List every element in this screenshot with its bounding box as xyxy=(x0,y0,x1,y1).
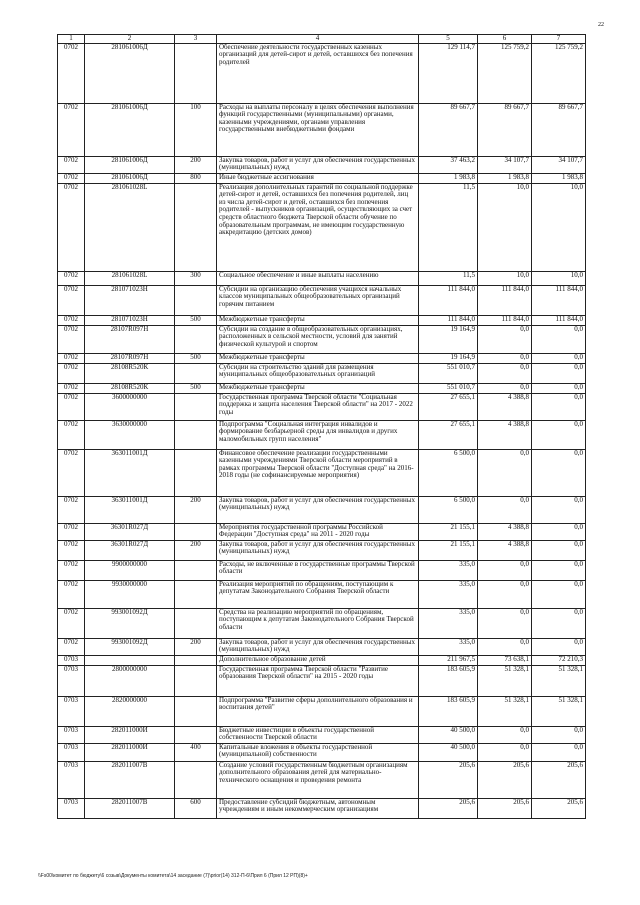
amount-year2-cell: 89 667,7 xyxy=(478,103,532,156)
amount-year2-cell: 111 844,0 xyxy=(478,315,532,325)
description-cell: Предоставление субсидий бюджетным, автономным учреждениям и иным некоммерческим организациям xyxy=(217,798,419,818)
amount-year3-cell: 0,0 xyxy=(532,560,586,580)
kfsr-code-cell: 0702 xyxy=(58,353,85,363)
amount-year3-cell: 10,0 xyxy=(532,183,586,271)
target-article-cell: 281061006Д xyxy=(85,156,175,173)
table-row xyxy=(58,540,586,560)
amount-year2-cell: 4 388,8 xyxy=(478,523,532,540)
expense-type-cell xyxy=(175,761,217,798)
description-cell: Дополнительное образование детей xyxy=(217,655,419,665)
kfsr-code-cell: 0702 xyxy=(58,325,85,353)
description-cell: Закупка товаров, работ и услуг для обеспечения государственных (муниципальных) нужд xyxy=(217,540,419,560)
target-article-cell: 2800000000 xyxy=(85,665,175,696)
table-row xyxy=(58,420,586,449)
kfsr-code-cell: 0702 xyxy=(58,540,85,560)
target-article-cell: 28107R097Н xyxy=(85,353,175,363)
amount-year1-cell: 111 844,0 xyxy=(419,315,478,325)
expense-type-cell xyxy=(175,325,217,353)
amount-year1-cell: 183 605,9 xyxy=(419,665,478,696)
description-cell: Субсидии на создание в общеобразовательных организациях, расположенных в сельской местности, условий для занятий физической культурой и спортом xyxy=(217,325,419,353)
amount-year3-cell: 111 844,0 xyxy=(532,285,586,315)
table-row xyxy=(58,726,586,743)
kfsr-code-cell: 0702 xyxy=(58,363,85,383)
amount-year1-cell: 11,5 xyxy=(419,271,478,285)
table-row xyxy=(58,353,586,363)
table-row xyxy=(58,393,586,420)
amount-year1-cell: 37 463,2 xyxy=(419,156,478,173)
table-row xyxy=(58,761,586,798)
amount-year1-cell: 111 844,0 xyxy=(419,285,478,315)
page-number: 22 xyxy=(598,22,604,28)
amount-year1-cell: 211 967,5 xyxy=(419,655,478,665)
expense-type-cell: 100 xyxy=(175,103,217,156)
amount-year1-cell: 335,0 xyxy=(419,608,478,638)
amount-year3-cell: 205,6 xyxy=(532,798,586,818)
budget-table-body xyxy=(58,35,586,819)
amount-year2-cell: 0,0 xyxy=(478,363,532,383)
amount-year1-cell: 6 500,0 xyxy=(419,496,478,523)
expense-type-cell xyxy=(175,449,217,496)
expense-type-cell xyxy=(175,393,217,420)
description-cell: Мероприятия государственной программы Российской Федерации "Доступная среда" на 2011 - 2020 годы xyxy=(217,523,419,540)
description-cell: Создание условий государственным бюджетным организациям дополнительного образования детей для материально-технического оснащения и проведения ремонта xyxy=(217,761,419,798)
target-article-cell: 282011007В xyxy=(85,798,175,818)
target-article-cell: 9930000000 xyxy=(85,580,175,608)
amount-year2-cell: 0,0 xyxy=(478,496,532,523)
amount-year2-cell: 0,0 xyxy=(478,638,532,655)
kfsr-code-cell: 0703 xyxy=(58,798,85,818)
amount-year2-cell: 205,6 xyxy=(478,761,532,798)
kfsr-code-cell: 0702 xyxy=(58,43,85,103)
amount-year3-cell: 125 759,2 xyxy=(532,43,586,103)
expense-type-cell: 200 xyxy=(175,496,217,523)
expense-type-cell: 200 xyxy=(175,156,217,173)
table-row xyxy=(58,156,586,173)
description-cell: Расходы на выплаты персоналу в целях обеспечения выполнения функций государственными (муниципальными) органами, казенными учреждениями, органами управления государственными внебюджетными фондами xyxy=(217,103,419,156)
amount-year3-cell: 0,0 xyxy=(532,523,586,540)
target-article-cell: 281061006Д xyxy=(85,173,175,183)
kfsr-code-cell: 0702 xyxy=(58,393,85,420)
table-row xyxy=(58,580,586,608)
target-article-cell: 9900000000 xyxy=(85,560,175,580)
expense-type-cell xyxy=(175,608,217,638)
amount-year2-cell: 4 388,8 xyxy=(478,393,532,420)
description-cell: Средства на реализацию мероприятий по обращениям, поступающим к депутатам Законодательного Собрания Тверской области xyxy=(217,608,419,638)
kfsr-code-cell: 0702 xyxy=(58,183,85,271)
kfsr-code-cell: 0703 xyxy=(58,743,85,761)
target-article-cell: 36301R027Д xyxy=(85,523,175,540)
amount-year2-cell: 10,0 xyxy=(478,271,532,285)
expense-type-cell: 200 xyxy=(175,638,217,655)
amount-year3-cell: 0,0 xyxy=(532,638,586,655)
expense-type-cell xyxy=(175,726,217,743)
header-cell: 2 xyxy=(85,35,175,44)
table-header-row xyxy=(58,35,586,44)
amount-year1-cell: 205,6 xyxy=(419,798,478,818)
target-article-cell: 3630000000 xyxy=(85,420,175,449)
table-row xyxy=(58,798,586,818)
table-row xyxy=(58,325,586,353)
amount-year3-cell: 0,0 xyxy=(532,393,586,420)
amount-year2-cell: 1 983,8 xyxy=(478,173,532,183)
description-cell: Субсидии на организацию обеспечения учащихся начальных классов муниципальных общеобразовательных организаций горячим питанием xyxy=(217,285,419,315)
amount-year2-cell: 0,0 xyxy=(478,608,532,638)
table-row xyxy=(58,383,586,393)
kfsr-code-cell: 0702 xyxy=(58,420,85,449)
amount-year3-cell: 72 210,3 xyxy=(532,655,586,665)
expense-type-cell xyxy=(175,655,217,665)
target-article-cell: 993001092Д xyxy=(85,608,175,638)
amount-year2-cell: 0,0 xyxy=(478,580,532,608)
table-row xyxy=(58,103,586,156)
table-row xyxy=(58,560,586,580)
budget-table xyxy=(57,34,586,819)
expense-type-cell: 600 xyxy=(175,798,217,818)
amount-year3-cell: 51 328,1 xyxy=(532,696,586,726)
kfsr-code-cell: 0702 xyxy=(58,156,85,173)
target-article-cell: 281071023Н xyxy=(85,315,175,325)
amount-year2-cell: 0,0 xyxy=(478,726,532,743)
table-row xyxy=(58,608,586,638)
table-row xyxy=(58,665,586,696)
kfsr-code-cell: 0702 xyxy=(58,638,85,655)
target-article-cell: 28108R520К xyxy=(85,363,175,383)
header-cell: 3 xyxy=(175,35,217,44)
amount-year2-cell: 0,0 xyxy=(478,560,532,580)
amount-year3-cell: 0,0 xyxy=(532,580,586,608)
amount-year2-cell: 4 388,8 xyxy=(478,420,532,449)
amount-year3-cell: 0,0 xyxy=(532,726,586,743)
kfsr-code-cell: 0702 xyxy=(58,496,85,523)
expense-type-cell: 200 xyxy=(175,540,217,560)
amount-year1-cell: 1 983,8 xyxy=(419,173,478,183)
amount-year2-cell: 0,0 xyxy=(478,449,532,496)
amount-year2-cell: 51 328,1 xyxy=(478,696,532,726)
expense-type-cell xyxy=(175,363,217,383)
amount-year1-cell: 129 114,7 xyxy=(419,43,478,103)
expense-type-cell xyxy=(175,285,217,315)
expense-type-cell xyxy=(175,183,217,271)
description-cell: Реализация мероприятий по обращениям, поступающим к депутатам Законодательного Собрания Тверской области xyxy=(217,580,419,608)
header-cell: 5 xyxy=(419,35,478,44)
table-row xyxy=(58,638,586,655)
amount-year1-cell: 21 155,1 xyxy=(419,540,478,560)
target-article-cell: 282011000И xyxy=(85,726,175,743)
amount-year2-cell: 0,0 xyxy=(478,743,532,761)
kfsr-code-cell: 0702 xyxy=(58,449,85,496)
description-cell: Обеспечение деятельности государственных казенных организаций для детей-сирот и детей, оставшихся без попечения родителей xyxy=(217,43,419,103)
expense-type-cell: 400 xyxy=(175,743,217,761)
description-cell: Иные бюджетные ассигнования xyxy=(217,173,419,183)
amount-year3-cell: 51 328,1 xyxy=(532,665,586,696)
expense-type-cell xyxy=(175,523,217,540)
kfsr-code-cell: 0702 xyxy=(58,523,85,540)
target-article-cell: 281061028L xyxy=(85,183,175,271)
amount-year3-cell: 0,0 xyxy=(532,608,586,638)
amount-year3-cell: 89 667,7 xyxy=(532,103,586,156)
expense-type-cell xyxy=(175,560,217,580)
table-row xyxy=(58,285,586,315)
target-article-cell: 281071023Н xyxy=(85,285,175,315)
amount-year2-cell: 4 388,8 xyxy=(478,540,532,560)
amount-year1-cell: 89 667,7 xyxy=(419,103,478,156)
header-cell: 4 xyxy=(217,35,419,44)
description-cell: Государственная программа Тверской области "Развитие образования Тверской области" на 2015 - 2020 годы xyxy=(217,665,419,696)
amount-year3-cell: 0,0 xyxy=(532,363,586,383)
amount-year1-cell: 40 500,0 xyxy=(419,743,478,761)
table-row xyxy=(58,43,586,103)
amount-year3-cell: 0,0 xyxy=(532,353,586,363)
description-cell: Государственная программа Тверской области "Социальная поддержка и защита населения Тверской области" на 2017 - 2022 годы xyxy=(217,393,419,420)
description-cell: Подпрограмма "Развитие сферы дополнительного образования и воспитания детей" xyxy=(217,696,419,726)
expense-type-cell xyxy=(175,580,217,608)
amount-year2-cell: 10,0 xyxy=(478,183,532,271)
table-row xyxy=(58,271,586,285)
table-row xyxy=(58,523,586,540)
amount-year1-cell: 335,0 xyxy=(419,638,478,655)
target-article-cell: 28108R520К xyxy=(85,383,175,393)
amount-year1-cell: 6 500,0 xyxy=(419,449,478,496)
target-article-cell: 993001092Д xyxy=(85,638,175,655)
header-cell: 1 xyxy=(58,35,85,44)
target-article-cell: 281061006Д xyxy=(85,103,175,156)
description-cell: Межбюджетные трансферты xyxy=(217,315,419,325)
description-cell: Субсидии на строительство зданий для размещения муниципальных общеобразовательных организаций xyxy=(217,363,419,383)
footer-file-path: \\Fs00\комитет по бюджету\6 созыв\Документы комитета\14 заседание (7)\prior(14) 312-П-6\Прил 6 (Прил 12 РП)(8)+ xyxy=(38,873,308,879)
kfsr-code-cell: 0702 xyxy=(58,580,85,608)
amount-year1-cell: 27 655,1 xyxy=(419,420,478,449)
amount-year3-cell: 34 107,7 xyxy=(532,156,586,173)
amount-year3-cell: 111 844,0 xyxy=(532,315,586,325)
amount-year1-cell: 40 500,0 xyxy=(419,726,478,743)
amount-year2-cell: 0,0 xyxy=(478,353,532,363)
amount-year1-cell: 205,6 xyxy=(419,761,478,798)
description-cell: Межбюджетные трансферты xyxy=(217,353,419,363)
table-row xyxy=(58,496,586,523)
target-article-cell: 363011001Д xyxy=(85,449,175,496)
amount-year3-cell: 205,6 xyxy=(532,761,586,798)
target-article-cell: 282011007В xyxy=(85,761,175,798)
table-row xyxy=(58,743,586,761)
description-cell: Закупка товаров, работ и услуг для обеспечения государственных (муниципальных) нужд xyxy=(217,496,419,523)
expense-type-cell: 300 xyxy=(175,271,217,285)
target-article-cell: 28107R097Н xyxy=(85,325,175,353)
amount-year1-cell: 19 164,9 xyxy=(419,353,478,363)
target-article-cell: 36301R027Д xyxy=(85,540,175,560)
expense-type-cell xyxy=(175,665,217,696)
amount-year1-cell: 335,0 xyxy=(419,560,478,580)
table-row xyxy=(58,449,586,496)
amount-year3-cell: 1 983,8 xyxy=(532,173,586,183)
kfsr-code-cell: 0702 xyxy=(58,271,85,285)
target-article-cell: 3600000000 xyxy=(85,393,175,420)
kfsr-code-cell: 0703 xyxy=(58,696,85,726)
kfsr-code-cell: 0702 xyxy=(58,383,85,393)
amount-year2-cell: 125 759,2 xyxy=(478,43,532,103)
target-article-cell: 282011000И xyxy=(85,743,175,761)
description-cell: Межбюджетные трансферты xyxy=(217,383,419,393)
amount-year3-cell: 0,0 xyxy=(532,383,586,393)
kfsr-code-cell: 0703 xyxy=(58,761,85,798)
amount-year2-cell: 205,6 xyxy=(478,798,532,818)
amount-year1-cell: 551 010,7 xyxy=(419,383,478,393)
expense-type-cell: 800 xyxy=(175,173,217,183)
table-row xyxy=(58,696,586,726)
table-row xyxy=(58,655,586,665)
description-cell: Закупка товаров, работ и услуг для обеспечения государственных (муниципальных) нужд xyxy=(217,638,419,655)
description-cell: Капитальные вложения в объекты государственной (муниципальной) собственности xyxy=(217,743,419,761)
description-cell: Закупка товаров, работ и услуг для обеспечения государственных (муниципальных) нужд xyxy=(217,156,419,173)
table-row xyxy=(58,363,586,383)
amount-year3-cell: 0,0 xyxy=(532,496,586,523)
kfsr-code-cell: 0702 xyxy=(58,173,85,183)
amount-year2-cell: 51 328,1 xyxy=(478,665,532,696)
expense-type-cell xyxy=(175,696,217,726)
amount-year3-cell: 10,0 xyxy=(532,271,586,285)
expense-type-cell xyxy=(175,43,217,103)
amount-year3-cell: 0,0 xyxy=(532,449,586,496)
description-cell: Бюджетные инвестиции в объекты государственной собственности Тверской области xyxy=(217,726,419,743)
description-cell: Реализация дополнительных гарантий по социальной поддержке детей-сирот и детей, оставшихся без попечения родителей, лиц из числа детей-сирот и детей, оставшихся без попечения родителей - выпускников организаций, осуществляющих за счет средств областного бюджета Тверской области обучение по образовательным программам, не имеющим государственную аккредитацию (детских домов) xyxy=(217,183,419,271)
amount-year1-cell: 27 655,1 xyxy=(419,393,478,420)
kfsr-code-cell: 0702 xyxy=(58,285,85,315)
amount-year3-cell: 0,0 xyxy=(532,420,586,449)
kfsr-code-cell: 0702 xyxy=(58,103,85,156)
description-cell: Финансовое обеспечение реализации государственными казенными учреждениями Тверской области мероприятий в рамках программы Тверской области "Доступная среда" на 2016-2018 годы (не софинансируемые мероприятия) xyxy=(217,449,419,496)
amount-year3-cell: 0,0 xyxy=(532,743,586,761)
amount-year2-cell: 111 844,0 xyxy=(478,285,532,315)
expense-type-cell: 500 xyxy=(175,383,217,393)
amount-year1-cell: 183 605,9 xyxy=(419,696,478,726)
amount-year1-cell: 551 010,7 xyxy=(419,363,478,383)
target-article-cell: 281061028L xyxy=(85,271,175,285)
target-article-cell: 363011001Д xyxy=(85,496,175,523)
header-cell: 7 xyxy=(532,35,586,44)
amount-year1-cell: 19 164,9 xyxy=(419,325,478,353)
amount-year3-cell: 0,0 xyxy=(532,540,586,560)
kfsr-code-cell: 0703 xyxy=(58,665,85,696)
target-article-cell: 281061006Д xyxy=(85,43,175,103)
expense-type-cell: 500 xyxy=(175,315,217,325)
description-cell: Подпрограмма "Социальная интеграция инвалидов и формирование безбарьерной среды для инвалидов и других маломобильных групп населения" xyxy=(217,420,419,449)
table-row xyxy=(58,315,586,325)
amount-year1-cell: 335,0 xyxy=(419,580,478,608)
amount-year2-cell: 73 638,1 xyxy=(478,655,532,665)
description-cell: Социальное обеспечение и иные выплаты населению xyxy=(217,271,419,285)
header-cell: 6 xyxy=(478,35,532,44)
kfsr-code-cell: 0703 xyxy=(58,726,85,743)
amount-year2-cell: 0,0 xyxy=(478,383,532,393)
amount-year2-cell: 0,0 xyxy=(478,325,532,353)
kfsr-code-cell: 0703 xyxy=(58,655,85,665)
expense-type-cell xyxy=(175,420,217,449)
amount-year2-cell: 34 107,7 xyxy=(478,156,532,173)
target-article-cell xyxy=(85,655,175,665)
description-cell: Расходы, не включенные в государственные программы Тверской области xyxy=(217,560,419,580)
table-row xyxy=(58,173,586,183)
amount-year3-cell: 0,0 xyxy=(532,325,586,353)
kfsr-code-cell: 0702 xyxy=(58,560,85,580)
amount-year1-cell: 11,5 xyxy=(419,183,478,271)
target-article-cell: 2820000000 xyxy=(85,696,175,726)
amount-year1-cell: 21 155,1 xyxy=(419,523,478,540)
kfsr-code-cell: 0702 xyxy=(58,608,85,638)
expense-type-cell: 500 xyxy=(175,353,217,363)
table-row xyxy=(58,183,586,271)
kfsr-code-cell: 0702 xyxy=(58,315,85,325)
